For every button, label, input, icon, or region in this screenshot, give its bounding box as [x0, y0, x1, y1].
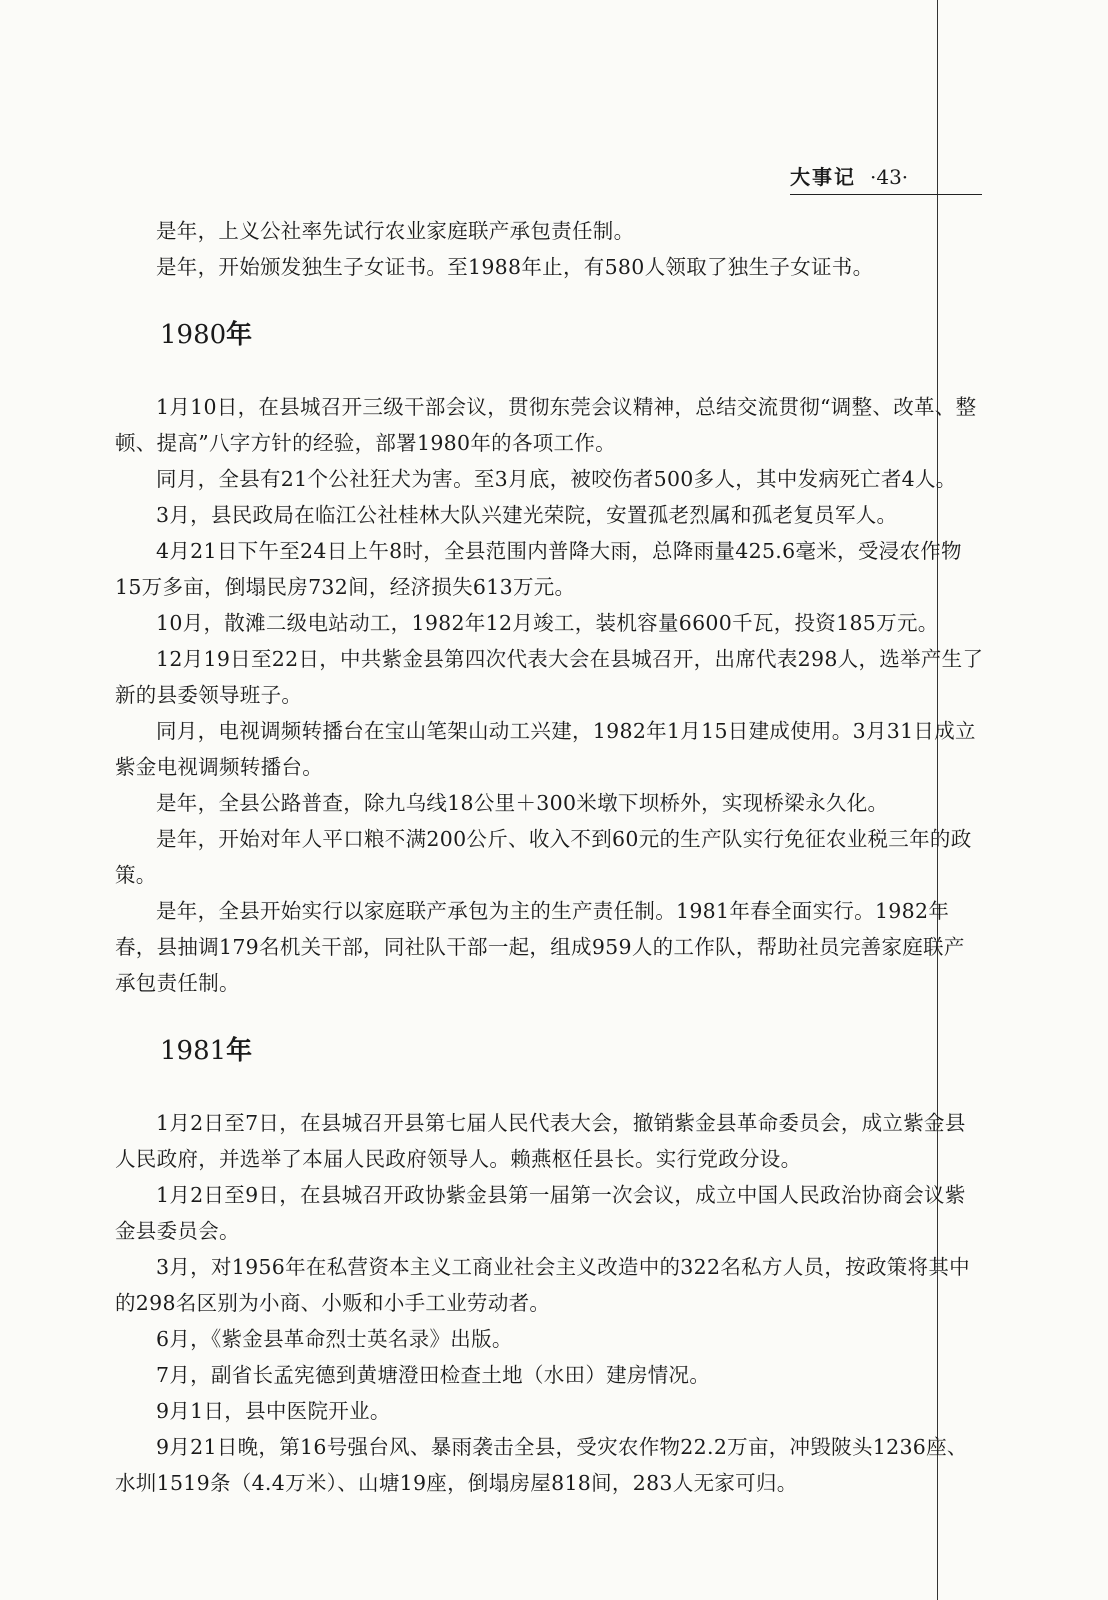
- year-suffix: 年: [226, 320, 253, 350]
- header-section-title: 大事记: [790, 165, 856, 189]
- event-entry: 9月21日晚，第16号强台风、暴雨袭击全县，受灾农作物22.2万亩，冲毁陂头1236座、水圳1519条（4.4万米）、山塘19座，倒塌房屋818间，283人无家可归。: [115, 1435, 968, 1495]
- event-entry: 3月，对1956年在私营资本主义工商业社会主义改造中的322名私方人员，按政策将其中的298名区别为小商、小贩和小手工业劳动者。: [115, 1255, 970, 1315]
- event-entry: 1月10日，在县城召开三级干部会议，贯彻东莞会议精神，总结交流贯彻“调整、改革、整顿、提高”八字方针的经验，部署1980年的各项工作。: [115, 395, 977, 455]
- intro-paragraph: 是年，上义公社率先试行农业家庭联产承包责任制。: [156, 219, 635, 243]
- event-entry: 4月21日下午至24日上午8时，全县范围内普降大雨，总降雨量425.6毫米，受浸农作物15万多亩，倒塌民房732间，经济损失613万元。: [115, 539, 962, 599]
- event-entry: 1月2日至7日，在县城召开县第七届人民代表大会，撤销紫金县革命委员会，成立紫金县人民政府，并选举了本届人民政府领导人。赖燕枢任县长。实行党政分设。: [115, 1111, 966, 1171]
- event-entry: 6月，《紫金县革命烈士英名录》出版。: [156, 1327, 513, 1351]
- running-header: [790, 160, 982, 195]
- event-entry: 同月，全县有21个公社狂犬为害。至3月底，被咬伤者500多人，其中发病死亡者4人。: [156, 467, 957, 491]
- year-suffix: 年: [226, 1036, 253, 1066]
- event-entry: 是年，开始对年人平口粮不满200公斤、收入不到60元的生产队实行免征农业税三年的政策。: [115, 827, 972, 887]
- document-body: [115, 213, 985, 1501]
- year-number: 1981: [160, 1036, 227, 1066]
- event-entry: 9月1日，县中医院开业。: [156, 1399, 391, 1423]
- event-entry: 3月，县民政局在临江公社桂林大队兴建光荣院，安置孤老烈属和孤老复员军人。: [156, 503, 898, 527]
- event-entry: 12月19日至22日，中共紫金县第四次代表大会在县城召开，出席代表298人，选举产生了新的县委领导班子。: [115, 647, 984, 707]
- event-entry: 是年，全县开始实行以家庭联产承包为主的生产责任制。1981年春全面实行。1982年春，县抽调179名机关干部，同社队干部一起，组成959人的工作队，帮助社员完善家庭联产承包责任制。: [115, 899, 965, 995]
- event-entry: 1月2日至9日，在县城召开政协紫金县第一届第一次会议，成立中国人民政治协商会议紫金县委员会。: [115, 1183, 966, 1243]
- event-entry: 同月，电视调频转播台在宝山笔架山动工兴建，1982年1月15日建成使用。3月31日成立紫金电视调频转播台。: [115, 719, 976, 779]
- intro-paragraph: 是年，开始颁发独生子女证书。至1988年止，有580人领取了独生子女证书。: [156, 255, 874, 279]
- year-heading-1980: [160, 315, 985, 355]
- event-entry: 7月，副省长孟宪德到黄塘澄田检查土地（水田）建房情况。: [156, 1363, 711, 1387]
- event-entry: 是年，全县公路普查，除九乌线18公里＋300米墩下坝桥外，实现桥梁永久化。: [156, 791, 889, 815]
- year-heading-1981: [160, 1031, 985, 1071]
- event-entry: 10月，散滩二级电站动工，1982年12月竣工，装机容量6600千瓦，投资185万元。: [156, 611, 939, 635]
- page-number: ·43·: [870, 165, 909, 189]
- year-number: 1980: [160, 320, 227, 350]
